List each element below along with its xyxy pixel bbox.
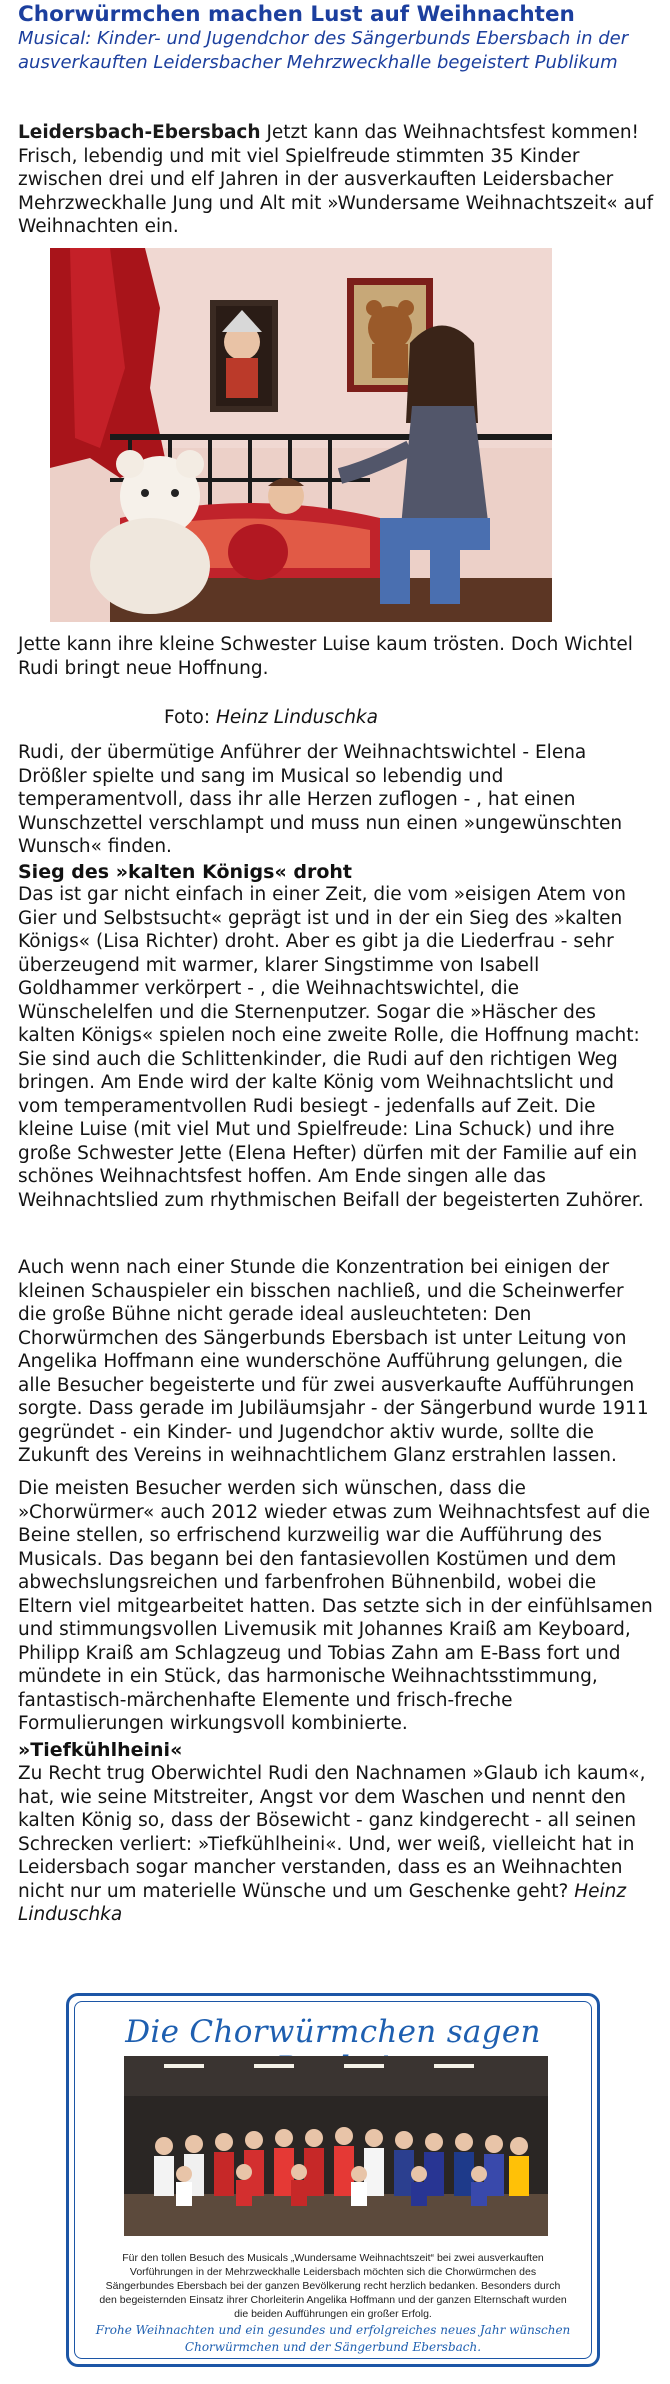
intro-text: Jetzt kann das Weihnachtsfest kommen! Frisch, lebendig und mit viel Spielfreude stimmten 35 Kinder zwischen drei und elf Jahren in der ausverkauften Leidersbacher Mehrzweckhalle Jung und Alt mit »Wundersame Weihnachtszeit« auf Weihnachten ein.: [18, 122, 654, 237]
group-photo: [124, 2056, 548, 2236]
article-subheading: Sieg des »kalten Königs« droht: [18, 861, 352, 883]
article-paragraph: Die meisten Besucher werden sich wünschen, dass die »Chorwürmer« auch 2012 wieder etwas zum Weihnachtsfest auf die Beine stellen, so erfrischend kurzweilig war die Aufführung des Musicals. Das begann bei den fantasievollen Kostümen und dem abwechslungsreichen und farbenfrohen Bühnenbild, wobei die Eltern viel mitgearbeitet hatten. Das setzte sich in der einfühlsamen und stimmungsvollen Livemusik mit Johannes Kraiß am Keyboard, Philipp Kraiß am Schlagzeug und Tobias Zahn am E-Bass fort und mündete in ein Stück, das harmonische Weihnachtsstimmung, fantastisch-märchenhafte Elemente und frisch-freche Formulierungen wirkungsvoll kombinierte.: [18, 1478, 653, 1734]
photo-caption: Jette kann ihre kleine Schwester Luise kaum trösten. Doch Wichtel Rudi bringt neue Hoffnung.: [18, 634, 633, 679]
article-author: Heinz Linduschka: [18, 1880, 627, 1925]
article-paragraph: [18, 1762, 654, 1927]
photo-credit-label: Foto:: [164, 707, 216, 728]
thank-you-ad: [66, 1993, 600, 2367]
photo-credit-name: Heinz Linduschka: [216, 707, 378, 728]
article-subheading: »Tiefkühlheini«: [18, 1739, 183, 1761]
thank-you-signoff: Frohe Weihnachten und ein gesundes und erfolgreiches neues Jahr wünschen Chorwürmchen und der Sängerbund Ebersbach.: [95, 2323, 571, 2354]
thank-you-title: Die Chorwürmchen sagen: [125, 2014, 541, 2050]
article-paragraph: Das ist gar nicht einfach in einer Zeit, die vom »eisigen Atem von Gier und Selbstsucht« geprägt ist und in der ein Sieg des »kalten Königs« (Lisa Richter) droht. Aber es gibt ja die Liederfrau - sehr überzeugend mit warmer, klarer Singstimme von Isabell Goldhammer verkörpert - , die Weihnachtswichtel, die Wünschelelfen und die Sternenputzer. Sogar die »Häscher des kalten Königs« spielen noch eine zweite Rolle, die Hoffnung macht: Sie sind auch die Schlittenkinder, die Rudi auf den richtigen Weg bringen. Am Ende wird der kalte König vom Weihnachtslicht und vom temperamentvollen Rudi besiegt - jedenfalls auf Zeit. Die kleine Luise (mit viel Mut und Spielfreude: Lina Schuck) und ihre große Schwester Jette (Elena Hefter) dürfen mit der Familie auf ein schönes Weihnachtsfest hoffen. Am Ende singen alle das Weihnachtslied zum rhythmischen Beifall der begeisterten Zuhörer.: [18, 884, 644, 1211]
article-subheadline: Musical: Kinder- und Jugendchor des Sängerbunds Ebersbach in der ausverkauften Leidersbacher Mehrzweckhalle begeistert Publikum: [18, 28, 629, 73]
article-paragraph: Auch wenn nach einer Stunde die Konzentration bei einigen der kleinen Schauspieler ein bisschen nachließ, und die Scheinwerfer die große Bühne nicht gerade ideal ausleuchteten: Den Chorwürmchen des Sängerbunds Ebersbach ist unter Leitung von Angelika Hoffmann eine wunderschöne Aufführung gelungen, die alle Besucher begeisterte und für zwei ausverkaufte Aufführungen sorgte. Dass gerade im Jubiläumsjahr - der Sängerbund wurde 1911 gegründet - ein Kinder- und Jugendchor aktiv wurde, sollte die Zukunft des Vereins in weihnachtlichem Glanz erstrahlen lassen.: [18, 1257, 649, 1466]
article-headline: Chorwürmchen machen Lust auf Weihnachten: [18, 2, 575, 27]
final-paragraph-text: Zu Recht trug Oberwichtel Rudi den Nachnamen »Glaub ich kaum«, hat, wie seine Mitstreiter, Angst vor dem Waschen und nennt den kalten König so, dass der Bösewicht - ganz kindgerecht - all seinen Schrecken verliert: »Tiefkühlheini«. Und, wer weiß, vielleicht hat in Leidersbach sogar mancher verstanden, dass es an Weihnachten nicht nur um materielle Wünsche und um Geschenke geht?: [18, 1763, 646, 1902]
dateline: Leidersbach-Ebersbach: [18, 122, 261, 143]
article-photo: [50, 248, 552, 622]
article-intro: [18, 121, 654, 239]
photo-credit: [164, 706, 378, 729]
thank-you-body: Für den tollen Besuch des Musicals „Wundersame Weihnachtszeit“ bei zwei ausverkauften Vorführungen in der Mehrzweckhalle Leidersbach möchten sich die Chorwürmchen des Sängerbundes Ebersbach bei der ganzen Bevölkerung recht herzlich bedanken. Besonders durch den begeisternden Einsatz ihrer Chorleiterin Angelika Hoffmann und der ganzen Elternschaft wurden die beiden Aufführungen ein großer Erfolg.: [99, 2252, 567, 2320]
article-paragraph: Rudi, der übermütige Anführer der Weihnachtswichtel - Elena Drößler spielte und sang im Musical so lebendig und temperamentvoll, dass ihr alle Herzen zuflogen - , hat einen Wunschzettel verschlampt und muss nun einen »ungewünschten Wunsch« finden.: [18, 742, 623, 857]
